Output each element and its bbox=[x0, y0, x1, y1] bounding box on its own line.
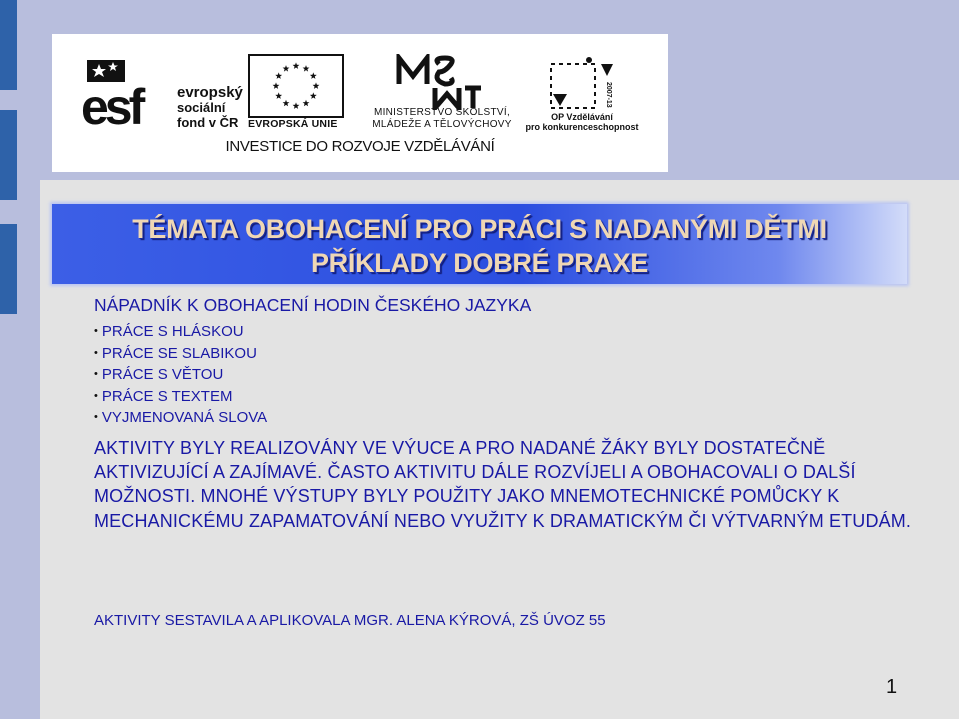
esf-mark-text: esf bbox=[81, 79, 142, 130]
bullet-icon: • bbox=[94, 368, 98, 380]
page-number: 1 bbox=[886, 676, 898, 698]
esf-text: evropský sociální fond v ČR bbox=[177, 84, 243, 130]
msmt-logo-icon bbox=[395, 54, 485, 110]
list-item: • PRÁCE S HLÁSKOU bbox=[94, 323, 244, 340]
title-bar bbox=[52, 204, 907, 284]
banner-caption: INVESTICE DO ROZVOJE VZDĚLÁVÁNÍ bbox=[225, 138, 495, 155]
esf-logo-icon bbox=[79, 54, 175, 130]
list-item: • PRÁCE SE SLABIKOU bbox=[94, 344, 257, 362]
op-text: OP Vzdělávání pro konkurenceschopnost bbox=[525, 112, 639, 132]
slide-title: TÉMATA OBOHACENÍ PRO PRÁCI S NADANÝMI DĚTMI bbox=[132, 214, 827, 244]
eu-flag-icon bbox=[248, 54, 344, 118]
msmt-text: MINISTERSTVO ŠKOLSTVÍ, MLÁDEŽE A TĚLOVÝCHOVY bbox=[372, 107, 512, 130]
list-item: • VYJMENOVANÁ SLOVA bbox=[94, 409, 268, 426]
side-accent-bar bbox=[0, 224, 17, 314]
author-credit: AKTIVITY SESTAVILA A APLIKOVALA MGR. ALENA KÝROVÁ, ZŠ ÚVOZ 55 bbox=[94, 612, 606, 629]
body-heading: NÁPADNÍK K OBOHACENÍ HODIN ČESKÉHO JAZYKA bbox=[94, 295, 532, 315]
eu-label: EVROPSKÁ UNIE bbox=[248, 118, 338, 130]
bullet-icon: • bbox=[94, 411, 98, 423]
logo-banner bbox=[52, 34, 668, 172]
op-year-text: 2007-13 bbox=[605, 82, 612, 108]
op-education-logo-icon bbox=[547, 54, 619, 114]
bullet-list bbox=[94, 321, 914, 429]
list-item: • PRÁCE S TEXTEM bbox=[94, 387, 233, 405]
side-accent-bar bbox=[0, 0, 17, 90]
side-accent-bar bbox=[0, 110, 17, 200]
bullet-icon: • bbox=[94, 389, 98, 402]
slide-subtitle: PŘÍKLADY DOBRÉ PRAXE bbox=[310, 248, 649, 278]
bullet-icon: • bbox=[94, 346, 98, 359]
slide-body bbox=[94, 295, 914, 533]
bullet-icon: • bbox=[94, 325, 98, 337]
list-item: • PRÁCE S VĚTOU bbox=[94, 366, 224, 383]
body-paragraph: AKTIVITY BYLY REALIZOVÁNY VE VÝUCE A PRO NADANÉ ŽÁKY BYLY DOSTATEČNĚ AKTIVIZUJÍCÍ A ZAJÍMAVÉ. ČASTO AKTIVITU DÁLE ROZVÍJELI A OBOHACOVALI O DALŠÍ MOŽNOSTI. MNOHÉ VÝSTUPY BYLY POUŽITY JAKO MNEMOTECHNICKÉ POMŮCKY K MECHANICKÉMU ZAPAMATOVÁNÍ NEBO VYUŽITY K DRAMATICKÝM ČI VÝTVARNÝM ETUDÁM. bbox=[94, 437, 912, 531]
